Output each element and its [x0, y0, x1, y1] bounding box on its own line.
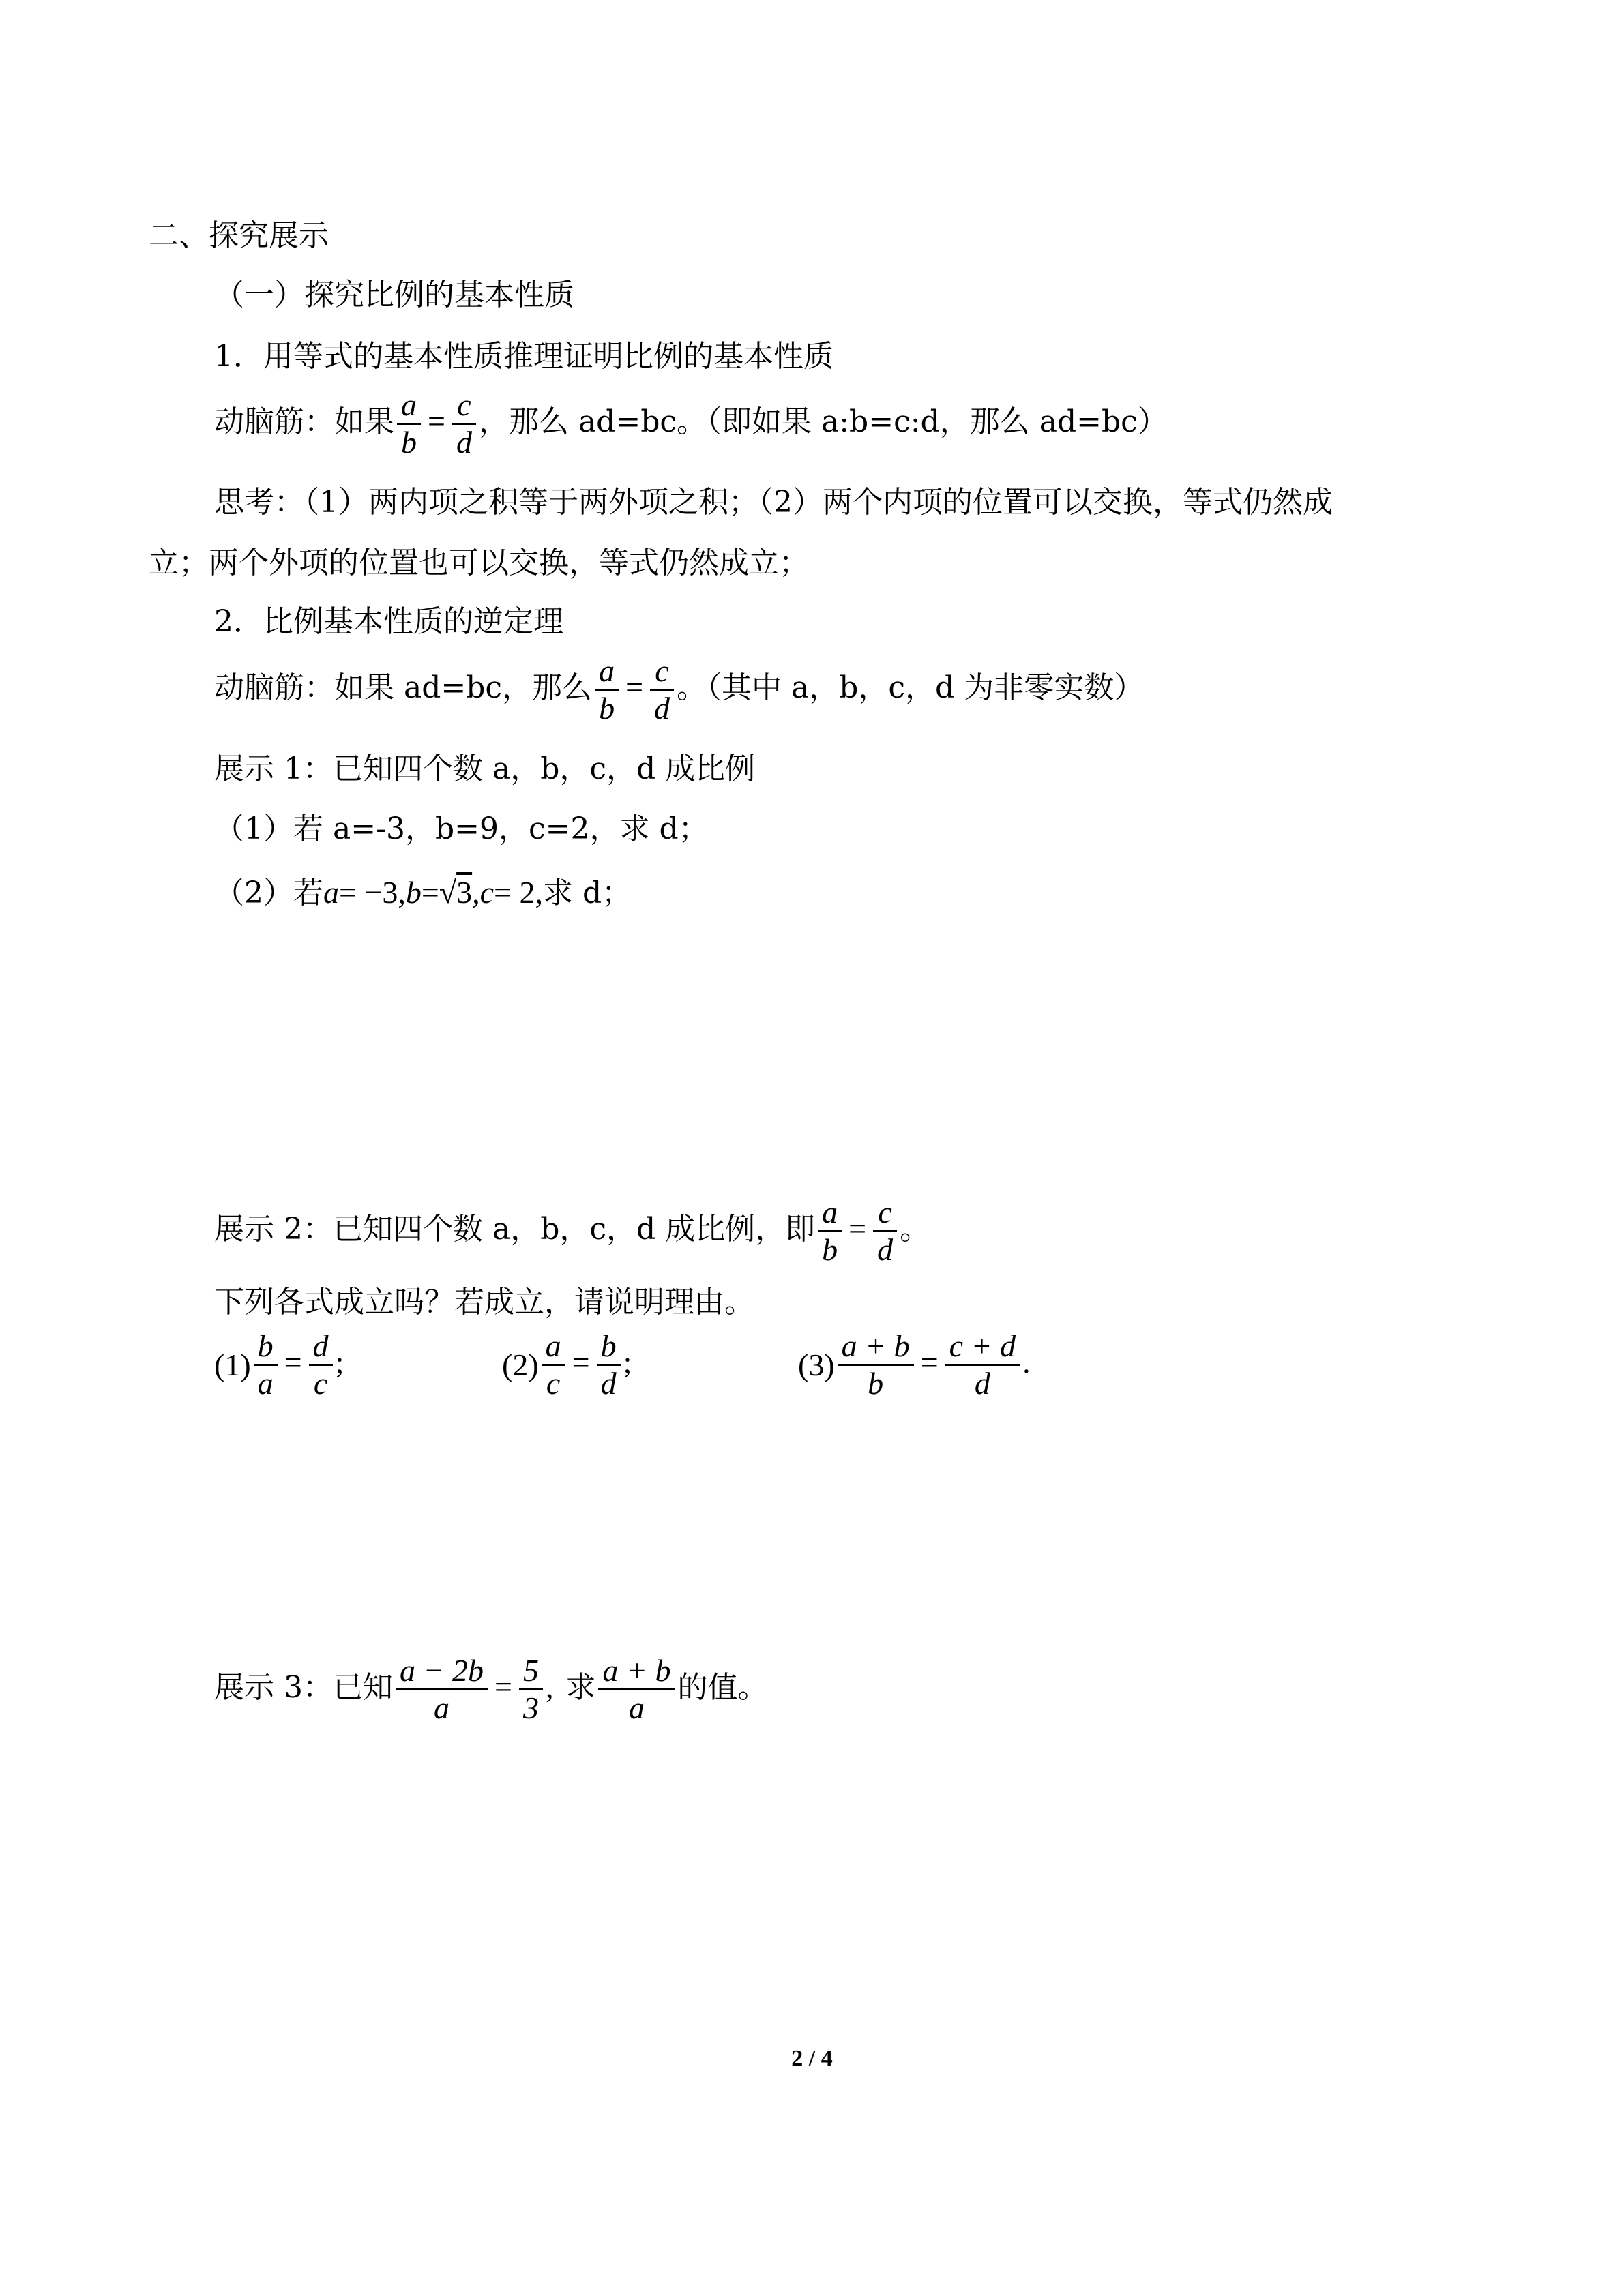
show-3-title: 展示 3：已知 $\frac{a - 2b}{a}$ = $\frac{5}{3}$ , 求 $\frac{a + b}{a}$ 的值。	[214, 1653, 768, 1725]
sub-heading: （一）探究比例的基本性质	[214, 278, 574, 312]
brain2-prefix: 动脑筋：如果 ad=bc，那么	[214, 670, 593, 705]
section-heading: 二、探究展示	[149, 218, 329, 253]
show-1-title: 展示 1：已知四个数 a，b，c，d 成比例	[214, 751, 756, 786]
show-2-title: 展示 2：已知四个数 a，b，c，d 成比例，即 $\frac{a}{b}$ = $\frac{c}{d}$ 。	[214, 1195, 930, 1267]
fraction-a-over-b: $\frac{a}{b}$	[818, 1195, 842, 1268]
equals-sign: =	[625, 670, 644, 704]
think-line-2: 立；两个外项的位置也可以交换，等式仍然成立；	[149, 546, 809, 580]
brain1-prefix: 动脑筋：如果	[214, 404, 394, 439]
sqrt-icon: √	[439, 875, 457, 910]
fraction-a-over-b: $\frac{a}{b}$	[397, 387, 421, 460]
brain-teaser-1	[214, 387, 1168, 460]
brain2-suffix: 。（其中 a，b，c，d 为非零实数）	[677, 670, 1145, 705]
page-number: 2 / 4	[791, 2046, 833, 2071]
item-1-title: 1．用等式的基本性质推理证明比例的基本性质	[214, 339, 833, 374]
show-2-item-3: (3) $\frac{a + b}{b}$ = $\frac{c + d}{d}$ .	[798, 1328, 1031, 1401]
show-2-item-1: (1) $\frac{b}{a}$ = $\frac{d}{c}$ ;	[214, 1328, 344, 1401]
item-2-title: 2．比例基本性质的逆定理	[214, 604, 563, 639]
brain-teaser-2	[214, 653, 1144, 726]
equals-sign: =	[428, 404, 445, 438]
brain1-suffix: ，那么 ad=bc。（即如果 a:b=c:d，那么 ad=bc）	[478, 404, 1168, 439]
show-2-item-2: (2) $\frac{a}{c}$ = $\frac{b}{d}$ ;	[502, 1328, 632, 1401]
fraction-c-over-d: $\frac{c}{d}$	[873, 1195, 897, 1268]
think-line-1: 思考：（1）两内项之积等于两外项之积；（2）两个内项的位置可以交换，等式仍然成	[214, 485, 1333, 520]
fraction-c-over-d: $\frac{c}{d}$	[650, 653, 674, 726]
show-1-question-1: （1）若 a=-3，b=9，c=2，求 d；	[214, 811, 709, 846]
show-2-question: 下列各式成立吗？若成立，请说明理由。	[214, 1285, 754, 1320]
fraction-a-over-b: $\frac{a}{b}$	[595, 653, 619, 726]
fraction-c-over-d: $\frac{c}{d}$	[452, 387, 476, 460]
show-1-question-2: （2）若a= −3,b=√3,c= 2,求 d；	[214, 875, 632, 910]
